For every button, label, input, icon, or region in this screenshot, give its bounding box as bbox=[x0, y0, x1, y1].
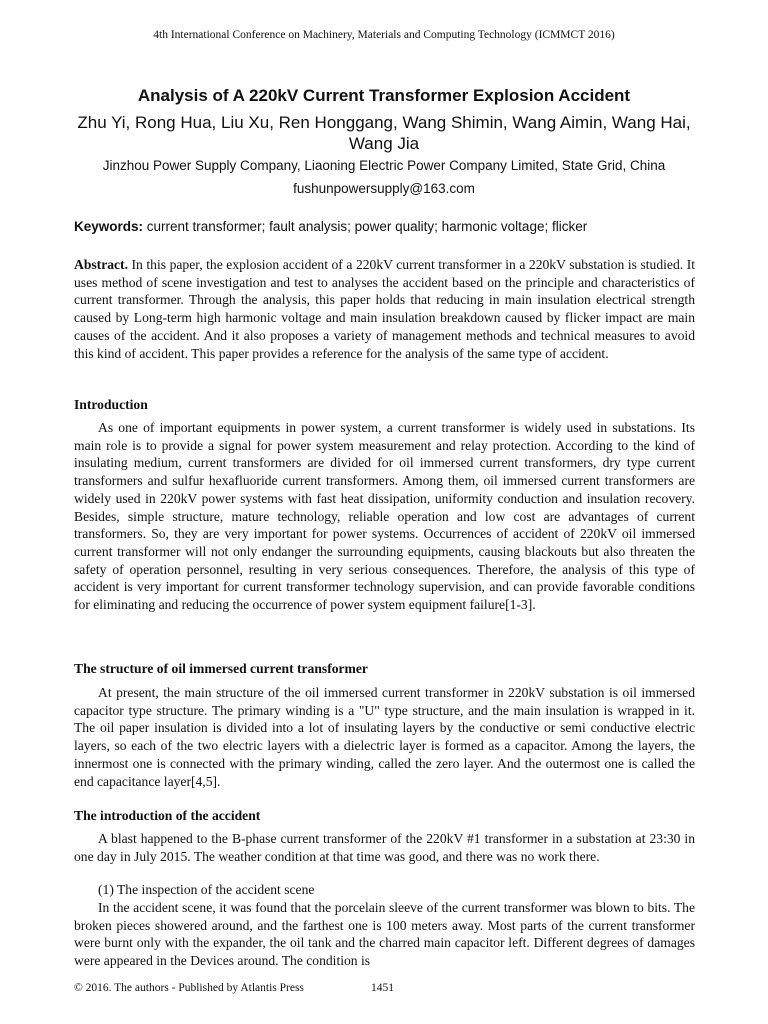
contact-email: fushunpowersupply@163.com bbox=[293, 181, 475, 196]
accident-subheading: (1) The inspection of the accident scene bbox=[98, 882, 315, 897]
author-list: Zhu Yi, Rong Hua, Liu Xu, Ren Honggang, Wang Shimin, Wang Aimin, Wang Hai, Wang Jia bbox=[77, 113, 691, 153]
keywords-line bbox=[74, 219, 696, 234]
section-heading-introduction: Introduction bbox=[74, 397, 148, 412]
section-heading-structure: The structure of oil immersed current transformer bbox=[74, 661, 368, 676]
introduction-paragraph: As one of important equipments in power system, a current transformer is widely used in substations. Its main role is to provide a signal for power system measurement and relay protection. According to the kind of insulating medium, current transformers are divided for oil immersed current transformers, dry type current transformers and sulfur hexafluoride current transformers. Among them, oil immersed current transformers are widely used in 220kV power systems with fast heat dissipation, uniformity conduction and insulation recovery. Besides, simple structure, mature technology, reliable operation and low cost are advantages of current transformers. So, they are very important for power systems. Occurrences of accident of 220kV oil immersed current transformer will not only endanger the surrounding equipments, causing blackouts but also threaten the safety of operation personnel, resulting in very serious consequences. Therefore, the analysis of this type of accident is very important for current transformer technology supervision, and can provide favorable conditions for eliminating and reducing the occurrence of power system equipment failure[1-3]. bbox=[74, 420, 695, 613]
accident-paragraph-1: A blast happened to the B-phase current transformer of the 220kV #1 transformer in a substation at 23:30 in one day in July 2015. The weather condition at that time was good, and there was no work there. bbox=[74, 831, 695, 864]
paper-title: Analysis of A 220kV Current Transformer Explosion Accident bbox=[137, 86, 631, 105]
accident-paragraph-2: In the accident scene, it was found that the porcelain sleeve of the current transformer was blown to bits. The broken pieces showered around, and the farthest one is 100 meters away. Most parts of the current transformer were burnt only with the expander, the oil tank and the charred main capacitor left. Different degrees of damages were appeared in the Devices around. The condition is bbox=[74, 900, 695, 969]
abstract-label: Abstract. bbox=[74, 257, 128, 272]
conference-header: 4th International Conference on Machinery, Materials and Computing Technology (ICMMCT 2016) bbox=[153, 29, 615, 41]
abstract-paragraph bbox=[74, 256, 695, 362]
keywords-text: current transformer; fault analysis; power quality; harmonic voltage; flicker bbox=[143, 219, 588, 234]
abstract-text: In this paper, the explosion accident of a 220kV current transformer in a 220kV substation is studied. It uses method of scene investigation and test to analyses the accident based on the principle and characteristics of current transformer. Through the analysis, this paper holds that reducing in main insulation electrical strength caused by Long-term high harmonic voltage and main insulation breakdown caused by flicker impact are main causes of the accident. And it also proposes a variety of management methods and technical measures to avoid this kind of accident. This paper provides a reference for the analysis of the same type of accident. bbox=[74, 257, 695, 361]
page-number: 1451 bbox=[371, 982, 394, 994]
affiliation: Jinzhou Power Supply Company, Liaoning Electric Power Company Limited, State Grid, China bbox=[102, 158, 666, 173]
copyright-footer: © 2016. The authors - Published by Atlantis Press bbox=[74, 982, 304, 994]
structure-paragraph: At present, the main structure of the oil immersed current transformer in 220kV substation is oil immersed capacitor type structure. The primary winding is a "U" type structure, and the main insulation is wrapped in it. The oil paper insulation is divided into a lot of insulating layers by the conductive or semi conductive electric layers, so each of the two electric layers with a dielectric layer is formed as a capacitor. Among the layers, the innermost one is connected with the primary winding, called the zero layer. And the outermost one is called the end capacitance layer[4,5]. bbox=[74, 685, 695, 789]
section-heading-accident: The introduction of the accident bbox=[74, 808, 261, 823]
keywords-label: Keywords: bbox=[74, 219, 144, 234]
